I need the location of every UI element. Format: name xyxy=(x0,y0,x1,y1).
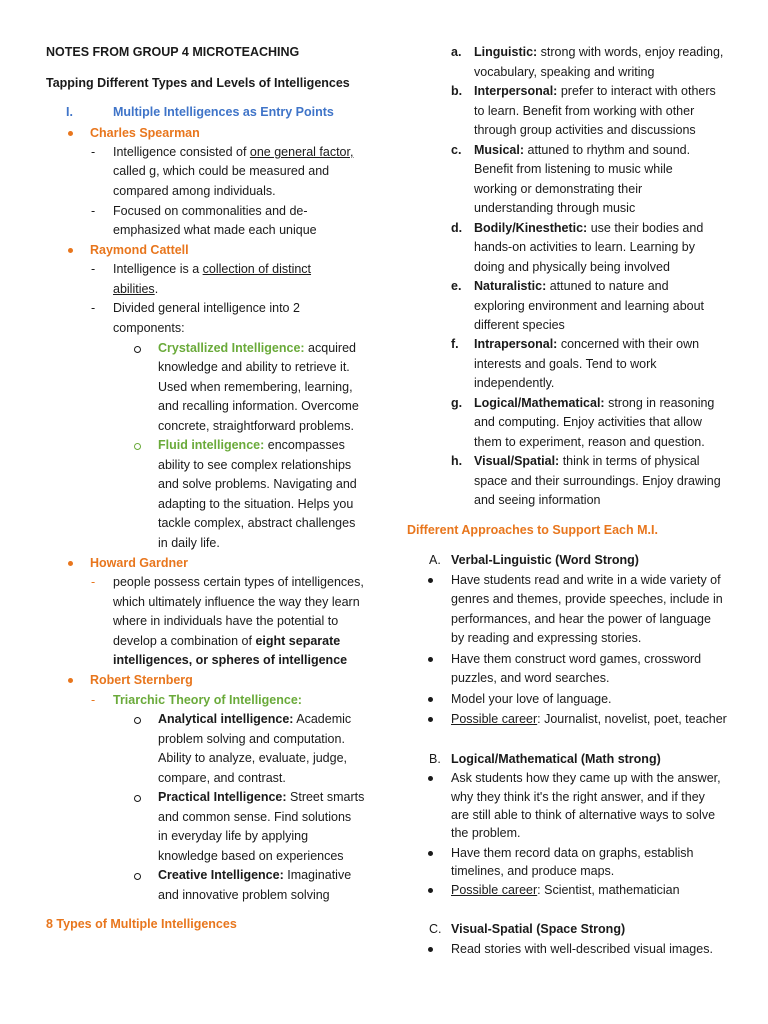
text-line: exploring environment and learning about xyxy=(474,299,705,313)
term-label: Bodily/Kinesthetic: xyxy=(474,221,588,235)
text: Intelligence is a xyxy=(113,262,203,276)
section-heading-approaches: Different Approaches to Support Each M.I. xyxy=(407,523,658,537)
approach-letter: A. xyxy=(429,553,441,567)
type-letter: b. xyxy=(451,84,463,98)
text-line: working or demonstrating their xyxy=(474,182,643,196)
dash-icon: - xyxy=(91,262,96,276)
text-line xyxy=(113,280,158,299)
text-line: emphasized what made each unique xyxy=(113,223,317,237)
crystallized-intelligence xyxy=(158,339,356,358)
approach-title-logical-mathematical: Logical/Mathematical (Math strong) xyxy=(451,752,661,766)
text-line: performances, and hear the power of language xyxy=(451,612,711,626)
text-line: Benefit from listening to music while xyxy=(474,162,673,176)
term-label: Interpersonal: xyxy=(474,84,558,98)
underlined-text: collection of distinct xyxy=(202,262,312,276)
text-line: interests and goals. Tend to work xyxy=(474,357,657,371)
text-line: knowledge and ability to retrieve it. xyxy=(158,360,350,374)
bullet-icon xyxy=(428,697,433,702)
text-line: and common sense. Find solutions xyxy=(158,810,352,824)
text: strong with words, enjoy reading, xyxy=(537,45,724,59)
text-line: Ability to analyze, evaluate, judge, xyxy=(158,751,348,765)
text-line: are still able to think of alternative ways to solve xyxy=(451,808,716,822)
text-line: doing and physically being involved xyxy=(474,260,670,274)
dash-icon: - xyxy=(91,693,96,707)
section-title: Multiple Intelligences as Entry Points xyxy=(113,105,334,119)
orange-bullet-icon xyxy=(68,561,73,566)
term-label: Naturalistic: xyxy=(474,279,547,293)
text-line: compare, and contrast. xyxy=(158,771,286,785)
orange-bullet-icon xyxy=(68,131,73,136)
hollow-bullet-icon xyxy=(134,717,141,724)
bullet-icon xyxy=(428,657,433,662)
bullet-icon xyxy=(428,776,433,781)
text: attuned to rhythm and sound. xyxy=(524,143,691,157)
bullet-icon xyxy=(428,717,433,722)
type-logical-mathematical xyxy=(474,394,714,413)
text: Imaginative xyxy=(283,868,352,882)
text-line: compared among individuals. xyxy=(113,184,276,198)
text-line: people possess certain types of intelligences, xyxy=(113,575,364,589)
type-linguistic xyxy=(474,43,723,62)
cattell-point-1 xyxy=(113,260,311,279)
hollow-bullet-icon xyxy=(134,346,141,353)
text-line: to learn. Benefit from working with other xyxy=(474,104,695,118)
theorist-name-gardner: Howard Gardner xyxy=(90,556,188,570)
underlined-text: one general factor, xyxy=(249,145,354,159)
text-line: why they think it's the right answer, and if they xyxy=(451,790,705,804)
text-line: and recalling information. Overcome xyxy=(158,399,359,413)
text-line: understanding through music xyxy=(474,201,636,215)
bullet-icon xyxy=(428,851,433,856)
type-musical xyxy=(474,141,690,160)
term-label: Musical: xyxy=(474,143,525,157)
hollow-bullet-icon xyxy=(134,795,141,802)
text-line: Have them record data on graphs, establish xyxy=(451,846,694,860)
dash-icon: - xyxy=(91,204,96,218)
orange-bullet-icon xyxy=(68,248,73,253)
type-interpersonal xyxy=(474,82,716,101)
term-label: Analytical intelligence: xyxy=(158,712,294,726)
dash-icon: - xyxy=(91,575,96,589)
text-line: Read stories with well-described visual images. xyxy=(451,942,713,956)
text-line: tackle complex, abstract challenges xyxy=(158,516,356,530)
type-letter: f. xyxy=(451,337,459,351)
text-line: Model your love of language. xyxy=(451,692,612,706)
text-line: through group activities and discussions xyxy=(474,123,696,137)
text-line: Used when remembering, learning, xyxy=(158,380,353,394)
type-letter: e. xyxy=(451,279,462,293)
document-header: NOTES FROM GROUP 4 MICROTEACHING xyxy=(46,45,300,59)
type-intrapersonal xyxy=(474,335,699,354)
bold-text: eight separate xyxy=(255,634,341,648)
type-visual-spatial xyxy=(474,452,700,471)
theorist-name-cattell: Raymond Cattell xyxy=(90,243,189,257)
text: use their bodies and xyxy=(587,221,704,235)
approach-letter: C. xyxy=(429,922,442,936)
text-line: by reading and expressing stories. xyxy=(451,631,642,645)
text: concerned with their own xyxy=(557,337,700,351)
text-line: problem solving and computation. xyxy=(158,732,345,746)
text-line: vocabulary, speaking and writing xyxy=(474,65,655,79)
text-line: and computing. Enjoy activities that allow xyxy=(474,415,702,429)
text-line: in everyday life by applying xyxy=(158,829,309,843)
text-line: knowledge based on experiences xyxy=(158,849,344,863)
term-label: Fluid intelligence: xyxy=(158,438,265,452)
term-label: Creative Intelligence: xyxy=(158,868,284,882)
type-letter: h. xyxy=(451,454,463,468)
text: prefer to interact with others xyxy=(557,84,716,98)
text-line: components: xyxy=(113,321,185,335)
type-bodily-kinesthetic xyxy=(474,219,703,238)
underlined-text: Possible career xyxy=(451,712,538,726)
orange-bullet-icon xyxy=(68,678,73,683)
text-line: concrete, straightforward problems. xyxy=(158,419,354,433)
cattell-point-2: Divided general intelligence into 2 xyxy=(113,301,300,315)
text-line xyxy=(113,632,340,651)
text-line: genres and themes, provide speeches, include in xyxy=(451,592,723,606)
text-line: independently. xyxy=(474,376,555,390)
text: strong in reasoning xyxy=(604,396,715,410)
spearman-point-1 xyxy=(113,143,353,162)
approach-title-visual-spatial: Visual-Spatial (Space Strong) xyxy=(451,922,626,936)
text-line: Have them construct word games, crossword xyxy=(451,652,702,666)
text: acquired xyxy=(304,341,357,355)
text-line: and solve problems. Navigating and xyxy=(158,477,357,491)
possible-career-line xyxy=(451,710,727,729)
section-heading-8-types: 8 Types of Multiple Intelligences xyxy=(46,917,237,931)
text-line: which ultimately influence the way they learn xyxy=(113,595,360,609)
text: : Scientist, mathematician xyxy=(537,883,680,897)
text-line: and innovative problem solving xyxy=(158,888,330,902)
text: . xyxy=(154,282,159,296)
underlined-text: abilities xyxy=(113,282,155,296)
text-line: and seeing information xyxy=(474,493,601,507)
text: develop a combination of xyxy=(113,634,256,648)
dash-icon: - xyxy=(91,301,96,315)
type-naturalistic xyxy=(474,277,669,296)
hollow-bullet-icon xyxy=(134,873,141,880)
theorist-name-spearman: Charles Spearman xyxy=(90,126,200,140)
text-line: space and their surroundings. Enjoy drawing xyxy=(474,474,721,488)
theory-title: Triarchic Theory of Intelligence: xyxy=(113,693,302,707)
text: Street smarts xyxy=(286,790,365,804)
text-line: where in individuals have the potential to xyxy=(113,614,339,628)
text-line: in daily life. xyxy=(158,536,220,550)
bullet-icon xyxy=(428,888,433,893)
text: Intelligence consisted of xyxy=(113,145,250,159)
text-line: Ask students how they came up with the answer, xyxy=(451,771,721,785)
underlined-text: Possible career xyxy=(451,883,538,897)
section-number: I. xyxy=(66,105,73,119)
text-line: timelines, and produce maps. xyxy=(451,864,615,878)
text: Academic xyxy=(293,712,352,726)
text-line: hands-on activities to learn. Learning by xyxy=(474,240,695,254)
possible-career-line xyxy=(451,881,680,900)
theorist-name-sternberg: Robert Sternberg xyxy=(90,673,193,687)
approach-letter: B. xyxy=(429,752,441,766)
term-label: Crystallized Intelligence: xyxy=(158,341,305,355)
term-label: Intrapersonal: xyxy=(474,337,558,351)
text-line: adapting to the situation. Helps you xyxy=(158,497,354,511)
text-line: different species xyxy=(474,318,565,332)
document-subheader: Tapping Different Types and Levels of Intelligences xyxy=(46,76,350,90)
text-line: intelligences, or spheres of intelligence xyxy=(113,653,348,667)
analytical-intelligence xyxy=(158,710,351,729)
type-letter: a. xyxy=(451,45,462,59)
hollow-bullet-icon xyxy=(134,443,141,450)
text: encompasses xyxy=(264,438,345,452)
text-line: Have students read and write in a wide variety of xyxy=(451,573,721,587)
approach-title-verbal-linguistic: Verbal-Linguistic (Word Strong) xyxy=(451,553,639,567)
text-line: them to experiment, reason and question. xyxy=(474,435,705,449)
practical-intelligence xyxy=(158,788,364,807)
text: attuned to nature and xyxy=(546,279,669,293)
type-letter: c. xyxy=(451,143,462,157)
dash-icon: - xyxy=(91,145,96,159)
type-letter: d. xyxy=(451,221,463,235)
creative-intelligence xyxy=(158,866,351,885)
text: : Journalist, novelist, poet, teacher xyxy=(537,712,727,726)
text-line: puzzles, and word searches. xyxy=(451,671,610,685)
term-label: Linguistic: xyxy=(474,45,538,59)
text-line: called g, which could be measured and xyxy=(113,164,330,178)
spearman-point-2: Focused on commonalities and de- xyxy=(113,204,308,218)
term-label: Visual/Spatial: xyxy=(474,454,560,468)
term-label: Logical/Mathematical: xyxy=(474,396,605,410)
fluid-intelligence xyxy=(158,436,345,455)
text-line: the problem. xyxy=(451,826,521,840)
type-letter: g. xyxy=(451,396,463,410)
text-line: ability to see complex relationships xyxy=(158,458,352,472)
term-label: Practical Intelligence: xyxy=(158,790,287,804)
bullet-icon xyxy=(428,947,433,952)
bullet-icon xyxy=(428,578,433,583)
text: think in terms of physical xyxy=(559,454,700,468)
